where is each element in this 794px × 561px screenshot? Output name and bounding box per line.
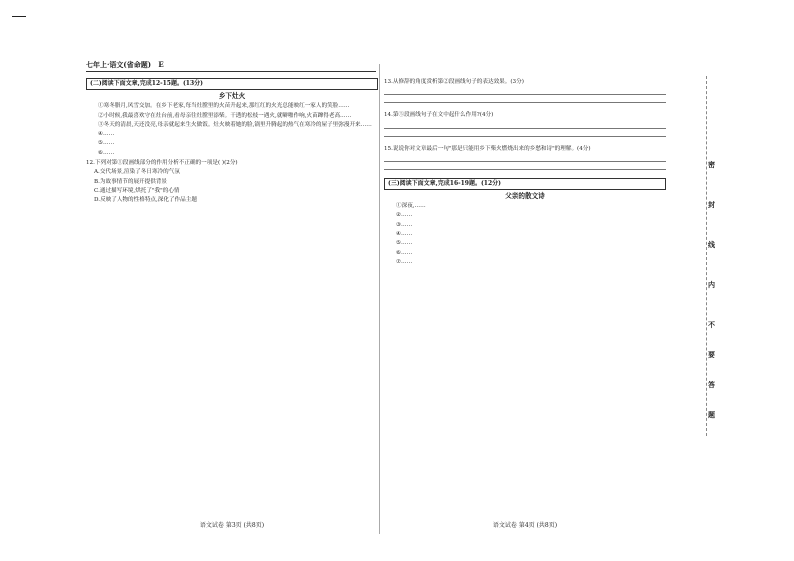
margin-word: 密 — [708, 160, 715, 169]
header-label: 七年上·语文(省命题) — [86, 60, 152, 69]
section-heading: (二)阅读下面文章,完成12-15题。(13分) — [86, 78, 378, 90]
paragraph: ①寒冬腊月,风雪交加。在乡下老家,每当灶膛里的火苗升起来,那红红的火光总能映红一家人的笑脸…… — [98, 103, 350, 110]
answer-line — [384, 102, 666, 103]
paragraph: ①深夜,…… — [396, 203, 426, 210]
header-rule — [86, 71, 376, 72]
margin-word: 题 — [708, 410, 715, 419]
answer-line — [384, 169, 666, 170]
paragraph: ③冬天的清晨,天还没亮,母亲就起来生火做饭。灶火映着她的脸,锅里升腾起的热气在寒冷的屋子里弥漫开来…… — [98, 121, 372, 128]
paragraph: ⑦…… — [396, 258, 413, 265]
margin-word: 答 — [708, 380, 715, 389]
question-13: 13.从修辞的角度赏析第②段画线句子的表达效果。(3分) — [384, 79, 524, 85]
page-footer: 语文试卷 第4页 (共8页) — [492, 521, 558, 529]
option-a: A.交代场景,渲染了冬日寒冷的气氛 — [94, 169, 180, 176]
left-column — [86, 78, 378, 530]
paragraph: ④…… — [98, 131, 115, 138]
column-divider — [379, 64, 380, 534]
margin-word: 不 — [708, 320, 715, 329]
answer-line — [384, 128, 666, 129]
article-title: 乡下灶火 — [218, 92, 246, 100]
paragraph: ③…… — [396, 221, 413, 228]
paragraph: ⑥…… — [396, 249, 413, 256]
right-column — [384, 78, 666, 530]
question-12: 12.下列对第①段画线部分的作用分析不正确的一项是( )(2分) — [86, 160, 238, 167]
answer-line — [384, 136, 666, 137]
question-15: 15.说说你对文章最后一句"那是只能用乡下柴火燃烧出来的乡愁和诗"的理解。(4分) — [384, 145, 591, 152]
corner-mark — [12, 16, 26, 17]
paragraph: ⑤…… — [98, 140, 115, 147]
option-d: D.反映了人物的性格特点,深化了作品主题 — [94, 197, 197, 204]
answer-line — [384, 94, 666, 95]
paragraph: ②小时候,我最喜欢守在灶台前,看母亲往灶膛里添柴。干透的松枝一遇火,就噼啪作响,火苗蹿得老高…… — [98, 112, 352, 119]
header-variant: E — [158, 60, 164, 69]
option-c: C.通过描写环境,烘托了"我"的心情 — [94, 187, 180, 194]
margin-word: 内 — [708, 280, 715, 289]
paragraph: ②…… — [396, 212, 413, 219]
answer-line — [384, 161, 666, 162]
margin-word: 要 — [708, 350, 715, 359]
paragraph: ⑤…… — [396, 240, 413, 247]
margin-word: 线 — [708, 240, 715, 249]
margin-word: 封 — [708, 200, 715, 209]
paragraph: ④…… — [396, 231, 413, 238]
paragraph: ⑥…… — [98, 149, 115, 156]
question-14: 14.第⑤段画线句子在文中起什么作用?(4分) — [384, 112, 494, 119]
option-b: B.为故事情节的展开提供背景 — [94, 178, 168, 185]
page-header — [86, 60, 164, 70]
article-title: 父亲的散文诗 — [505, 191, 545, 200]
page-footer: 语文试卷 第3页 (共8页) — [199, 521, 265, 529]
section-heading: (三)阅读下面文章,完成16-19题。(12分) — [384, 178, 666, 190]
